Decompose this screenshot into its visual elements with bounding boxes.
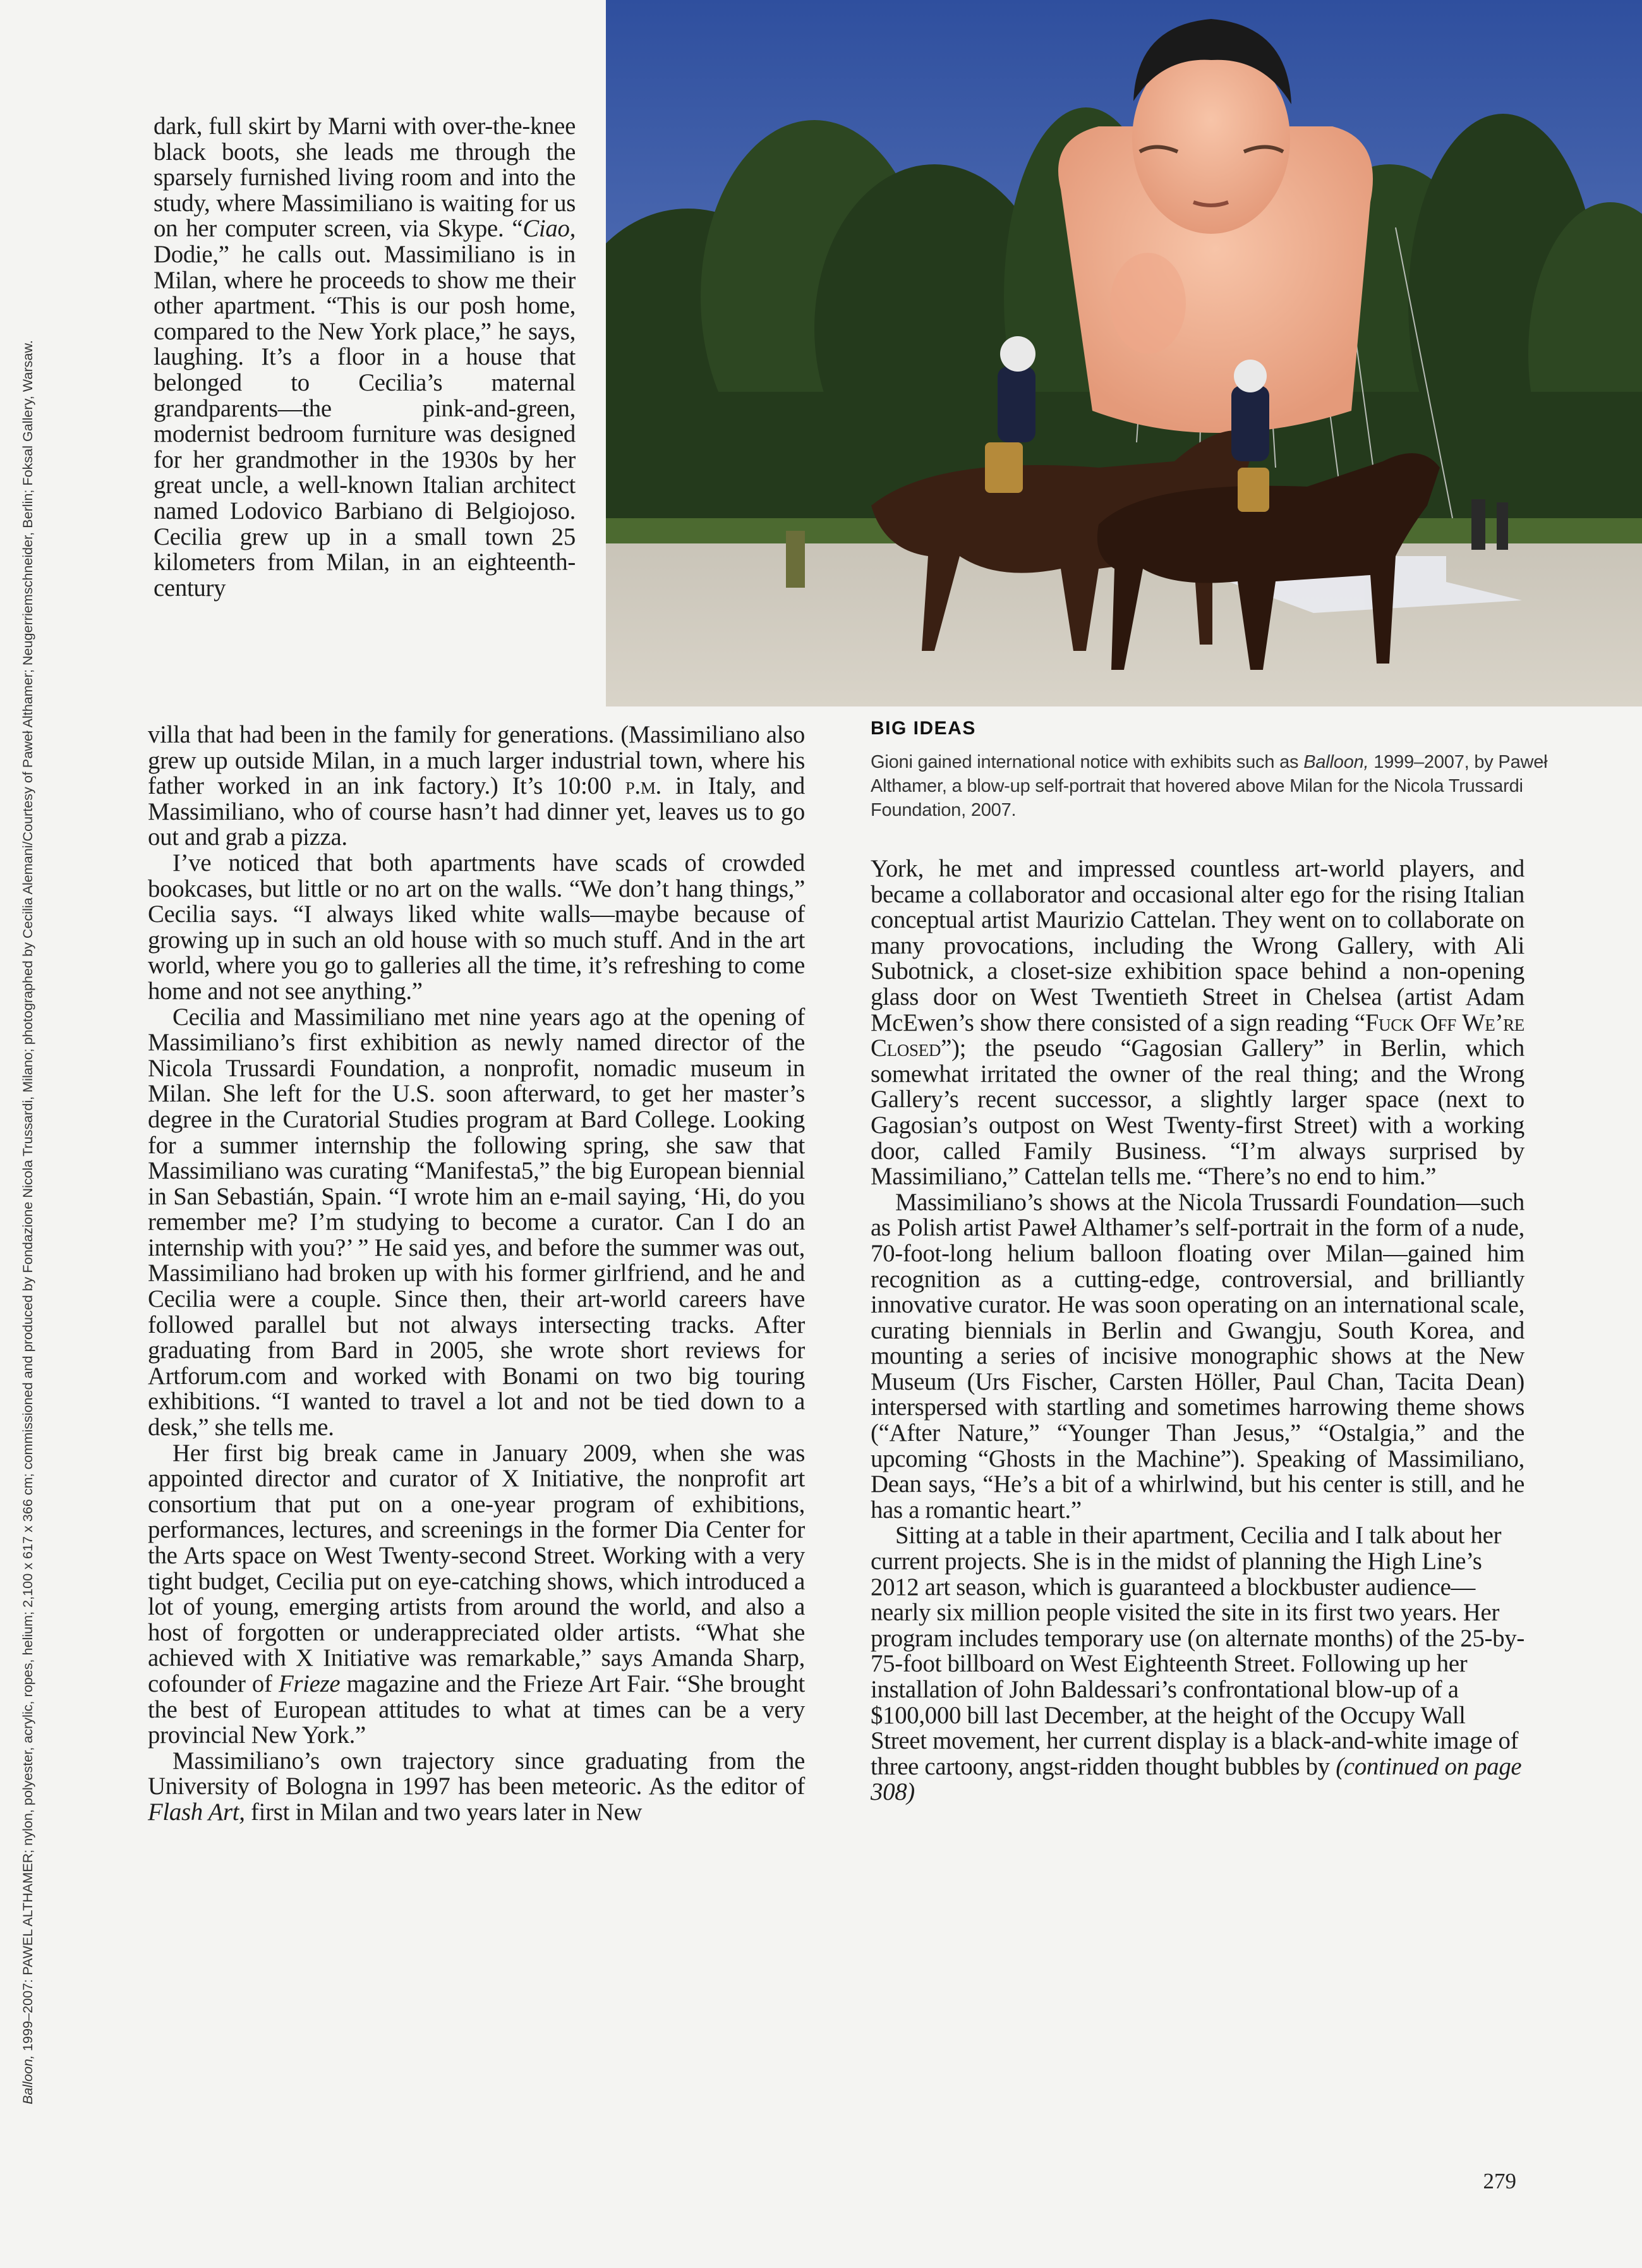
text-run: dark, full skirt by Marni with over-the-knee black boots, she leads me through the sparsely furnished living room and into the study, where Massimiliano is waiting for us on her computer screen, via Skype. “ — [154, 112, 576, 243]
text-run: magazine and the Frieze Art Fair. “She brought the best of European attitudes to what at times can be a very provincial New York.” — [148, 1670, 805, 1749]
small-caps-sign: Fuck Off We’re Closed — [871, 1009, 1524, 1062]
small-caps-pm: p.m. — [625, 772, 661, 800]
caption-text-2: 1999–2007, by Paweł Althamer, a blow-up self-portrait that hovered above Milan for the Nicola Trussardi Foundation, 2007. — [871, 752, 1548, 820]
text-run: ”); the pseudo “Gagosian Gallery” in Berlin, which somewhat irritated the owner of the real thing; and the Wrong Gallery’s recent successor, a slightly larger space (next to Gagosian’s outpost on West Twenty-first Street) with a working door, called Family Business. “I’m always surprised by Massimiliano,” Cattelan tells me. “There’s no end to him.” — [871, 1034, 1524, 1191]
photo-credit-sidebar — [14, 145, 42, 2104]
paragraph — [154, 114, 576, 601]
caption-artwork-title: Balloon, — [1303, 752, 1369, 772]
paragraph: I’ve noticed that both apartments have scads of crowded bookcases, but little or no art on the walls. “We don’t hang things,” Cecilia says. “I always liked white walls—maybe because of growing up in such an old house with so much stuff. And in the art world, where you go to galleries all the time, it’s refreshing to come home and not see anything.” — [148, 849, 805, 1005]
column-1-body — [148, 722, 805, 1826]
caption-heading: BIG IDEAS — [871, 718, 976, 739]
text-run: Dodie,” he calls out. Massimiliano is in Milan, where he proceeds to show me their other apartment. “This is our posh home, compared to the New York place,” he says, laughing. It’s a floor in a house that belonged to Cecilia’s maternal grandparents—the pink-and-green, modernist bedroom furniture was designed for her grandmother in the 1930s by her great uncle, a well-known Italian architect named Lodovico Barbiano di Belgiojoso. Cecilia grew up in a small town 25 kilometers from Milan, in an eighteenth-century — [154, 240, 576, 602]
text-run: in Italy, and Massimiliano, who of course hasn’t had dinner yet, leaves us to go out and grab a pizza. — [148, 772, 805, 851]
balloon-photo — [606, 0, 1642, 706]
column-2-body — [871, 856, 1524, 1805]
caption-body — [871, 750, 1553, 822]
photo-caption — [871, 717, 1553, 822]
page-number: 279 — [1483, 2169, 1516, 2193]
continued-on-page: (continued on page 308) — [871, 1752, 1522, 1806]
text-run: York, he met and impressed countless art-world players, and became a collaborator and occasional alter ego for the rising Italian conceptual artist Maurizio Cattelan. They went on to collaborate on many provocations, including the Wrong Gallery, with Ali Subotnick, a closet-size exhibition space behind a non-opening glass door on West Twentieth Street in Chelsea (artist Adam McEwen’s show there consisted of a sign reading “ — [871, 855, 1524, 1036]
paragraph: Cecilia and Massimiliano met nine years ago at the opening of Massimiliano’s first exhibition as newly named director of the Nicola Trussardi Foundation, a nonprofit, nomadic museum in Milan. She left for the U.S. soon afterward, to get her master’s degree in the Curatorial Studies program at Bard College. Looking for a summer internship the following spring, she saw that Massimiliano was curating “Manifesta5,” the big European biennial in San Sebastián, Spain. “I wrote him an e-mail saying, ‘Hi, do you remember me? I’m studying to become a curator. Can I do an internship with you?’ ” He said yes, and before the summer was out, Massimiliano had broken up with his former girlfriend, and he and Cecilia were a couple. Since then, their art-world careers have followed parallel but not always intersecting tracks. After graduating from Bard in 2005, she wrote short reviews for Artforum.com and worked with Bonami on two big touring exhibitions. “I wanted to travel a lot and not be tied down to a desk,” she tells me. — [148, 1003, 805, 1441]
text-run: first in Milan and two years later in New — [244, 1798, 643, 1826]
paragraph: Massimiliano’s shows at the Nicola Trussardi Foundation—such as Polish artist Paweł Althamer’s self-portrait in the form of a nude, 70-foot-long helium balloon floating over Milan—gained him recognition as a cutting-edge, controversial, and brilliantly innovative curator. He was soon operating on an international scale, curating biennials in Berlin and Gwangju, South Korea, and mounting a series of incisive monographic shows at the New Museum (Urs Fischer, Carsten Höller, Paul Chan, Tacita Dean) interspersed with startling and sometimes harrowing theme shows (“After Nature,” “Younger Than Jesus,” “Ostalgia,” and the upcoming “Ghosts in the Machine”). Speaking of Massimiliano, Dean says, “He’s a bit of a whirlwind, but his center is still, and he has a romantic heart.” — [871, 1188, 1524, 1524]
italic-ciao: Ciao, — [522, 215, 576, 243]
text-run: villa that had been in the family for generations. (Massimiliano also grew up outside Milan, in a much larger industrial town, where his father worked in an ink factory.) It’s 10:00 — [148, 721, 805, 800]
paragraph — [148, 1749, 805, 1826]
paragraph — [871, 1523, 1524, 1805]
text-run: Her first big break came in January 2009, when she was appointed director and curator of X Initiative, the nonprofit art consortium that put on a one-year program of exhibitions, performances, lectures, and screenings in the former Dia Center for the Arts space on West Twenty-second Street. Working with a very tight budget, Cecilia put on eye-catching shows, which introduced a lot of young, emerging artists from around the world, and also a host of forgotten or underappreciated older artists. “What she achieved with X Initiative was remarkable,” says Amanda Sharp, cofounder of — [148, 1439, 805, 1697]
credit-artwork-title: Balloon, — [20, 2054, 35, 2104]
paragraph — [148, 1441, 805, 1749]
paragraph — [871, 856, 1524, 1190]
italic-flash-art: Flash Art, — [148, 1798, 245, 1826]
paragraph — [148, 722, 805, 851]
italic-frieze: Frieze — [278, 1670, 341, 1697]
column-1-top — [154, 114, 576, 601]
credit-text: 1999–2007: PAWEL ALTHAMER; nylon, polyester, acrylic, ropes, helium; 2,100 x 617 x 366 cm; commissioned and produced by Fondazione Nicola Trussardi, Milano; photographed by Cecilia Alemani/Courtesy of Paweł Althamer; Neugerriemschneider, Berlin; Foksal Gallery, Warsaw. — [20, 340, 35, 2055]
text-run: Massimiliano’s own trajectory since graduating from the University of Bologna in 1997 has been meteoric. As the editor of — [148, 1747, 805, 1800]
text-run: Sitting at a table in their apartment, Cecilia and I talk about her current projects. She is in the midst of planning the High Line’s 2012 art season, which is guaranteed a blockbuster audience—nearly six million people visited the site in its first two years. Her program includes temporary use (on alternate months) of the 25-by-75-foot billboard on West Eighteenth Street. Following up her installation of John Baldessari’s confrontational blow-up of a $100,000 bill last December, at the height of the Occupy Wall Street movement, her current display is a black-and-white image of three cartoony, angst-ridden thought bubbles by — [871, 1522, 1524, 1780]
caption-text-1: Gioni gained international notice with exhibits such as — [871, 752, 1304, 772]
